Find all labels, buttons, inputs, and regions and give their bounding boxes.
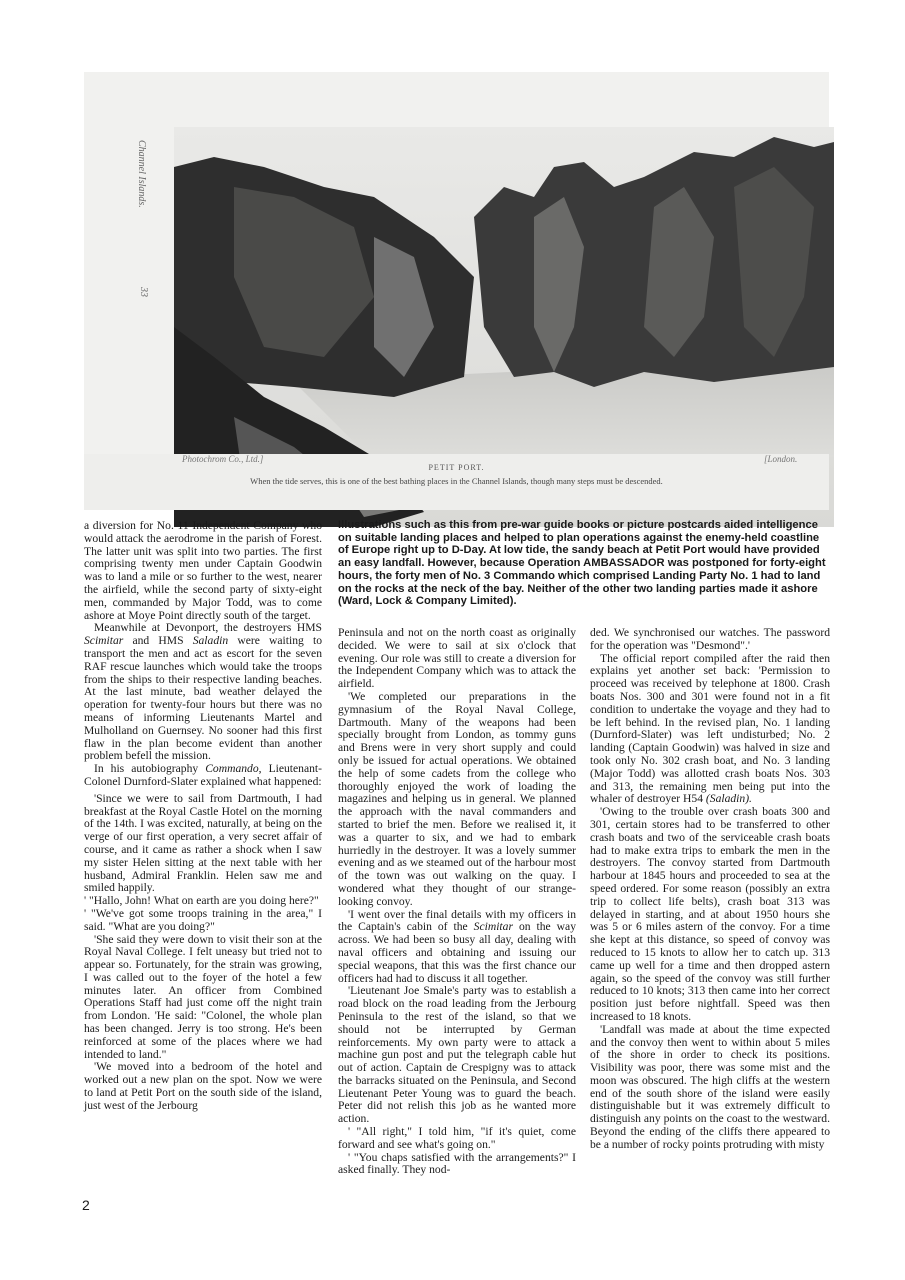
paragraph: 'I went over the final details with my officers in the Captain's cabin of the Scimitar on the way across. We had been so busy all day, dealing with naval officers and obtaining and issuing our special weapons, that this was the first chance our officers had had to discuss it all together. [338,907,576,985]
paragraph: 'Lieutenant Joe Smale's party was to establish a road block on the road leading from the Jerbourg Peninsula to the rest of the island, so that we should not be interrupted by German reinforcements. My own party were to attack a machine gun post and put the telegraph cable hut out of action. Captain de Crespigny was to attack the barracks situated on the Peninsula, and Second Lieutenant Peter Young was to guard the beach. Peter did not relish this job as he wanted more action. [338,984,576,1126]
paragraph: ' "We've got some troops training in the area," I said. "What are you doing?" [84,906,322,933]
photo-credit: Photochrom Co., Ltd.] [182,454,264,464]
petit-port-photo-frame [84,72,829,510]
paragraph: 'Landfall was made at about the time expected and the convoy then went to within about 5 miles of the shore in order to check its positions. Visibility was poor, there was some mist and the moon was obscured. The high cliffs at the western end of the south shore of the island were easily distinguishable but it was extremely difficult to distinguish any points on the coast to the westward. Beyond the ending of the cliffs there appeared to be a number of rocky points protruding with misty [590,1022,830,1151]
paragraph: a diversion for No. 11 Independent Company who would attack the aerodrome in the parish of Forest. The latter unit was split into two parties. The first comprising twenty men under Captain Goodwin was to land a mile or so further to the west, nearer the airfield, while the second party of sixty-eight men, commanded by Major Todd, was to come ashore at Moye Point directly south of the target. [84,519,322,622]
paragraph: 'We completed our preparations in the gymnasium of the Royal Naval College, Dartmouth. Many of the weapons had been specially brought from London, as tommy guns and Brens were in very short supply and could only be issued for actual operations. We obtained the help of some cadets from the college who thoroughly enjoyed the work of loading the magazines and helping us in general. We planned the approach with the naval commanders and started to brief the men. Before we realised it, it was a quarter to six, and we had to embark hurriedly in the destroyer. It was a lovely summer evening and as we steamed out of the harbour most of the town was out walking on the quay. I wondered what they thought of our strange-looking convoy. [338,689,576,908]
paragraph: 'She said they were down to visit their son at the Royal Naval College. I felt uneasy but tried not to appear so. Fortunately, for the strain was growing, I was called out to the foyer of the hotel a few minutes later. An officer from Combined Operations Staff had just come off the night train from London. 'He said: "Colonel, the whole plan has been changed. Jerry is too strong. He's been reinforced at some of the places where we had intended to land." [84,932,322,1061]
illustration-caption: Illustrations such as this from pre-war guide books or picture postcards aided intelligence on suitable landing places and helped to plan operations against the enemy-held coastline of Europe right up to D-Day. At low tide, the sandy beach at Petit Port would have provided an easy landfall. However, because Operation AMBASSADOR was postponed for forty-eight hours, the forty men of No. 3 Commando which comprised Landing Party No. 1 had to land on the rocks at the neck of the bay. Neither of the other two landing parties made it ashore (Ward, Lock & Company Limited). [338,519,826,608]
paragraph: The official report compiled after the raid then explains yet another set back: 'Permission to proceed was received by telephone at 1800. Crash boats Nos. 300 and 301 were found not in a fit condition to undertake the voyage and they had to be left behind. In the revised plan, No. 1 landing (Durnford-Slater) was left undisturbed; No. 2 landing (Captain Goodwin) was halved in size and took only No. 302 crash boat, and No. 3 landing (Major Todd) was allotted crash boats Nos. 303 and 313, the remaining men being put into the whaler of destroyer H54 (Saladin). [590,651,830,806]
paragraph: Peninsula and not on the north coast as originally decided. We were to sail at six o'clock that evening. Our role was still to create a diversion for the Independent Company which was to attack the airfield. [338,626,576,691]
paragraph: 'Since we were to sail from Dartmouth, I had breakfast at the Royal Castle Hotel on the morning of the 14th. I was excited, naturally, at being on the verge of our first operation, a very secret affair of course, and it came as rather a shock when I saw my sister Helen sitting at the next table with her husband, Admiral Franklin. Helen saw me and smiled happily. [84,791,322,895]
photo-caption-strip [84,454,829,510]
column-3 [590,627,830,1152]
column-1 [84,520,322,1113]
paragraph: ' "Hallo, John! What on earth are you doing here?" [84,894,319,908]
photo-publisher: [London. [764,454,798,464]
photo-side-number: 33 [138,287,149,297]
photo-side-label: Channel Islands. [136,140,147,208]
paragraph: ' "You chaps satisfied with the arrangements?" I asked finally. They nod- [338,1150,576,1177]
paragraph: ded. We synchronised our watches. The password for the operation was "Desmond".' [590,626,830,652]
paragraph: Meanwhile at Devonport, the destroyers HMS Scimitar and HMS Saladin were waiting to transport the men and act as escort for the seven RAF rescue launches which would take the troops from the ships to their respective landing beaches. At the last minute, bad weather delayed the operation for twenty-four hours but there was no means of informing Lieutenants Martel and Mulholland on Guernsey. No sooner had this first flaw in the plan become evident than another problem befell the mission. [84,621,322,763]
page-number: 2 [82,1197,90,1213]
paragraph: In his autobiography Commando, Lieutenant-Colonel Durnford-Slater explained what happened: [84,762,322,788]
paragraph: ' "All right," I told him, "if it's quiet, come forward and see what's going on." [338,1125,576,1151]
photo-title: PETIT PORT. [428,463,485,472]
column-2 [338,627,576,1177]
paragraph: 'We moved into a bedroom of the hotel and worked out a new plan on the spot. Now we were to land at Petit Port on the south side of the island, just west of the Jerbourg [84,1060,322,1112]
paragraph: 'Owing to the trouble over crash boats 300 and 301, certain stores had to be transferred to other crash boats and two of the serviceable crash boats had to make extra trips to embark the men in the destroyers. The convoy started from Dartmouth harbour at 1845 hours and proceeded to sea at the speed ordered. For some reason (possibly an extra trip to collect life belts), crash boat 313 was delayed in starting, and at about 1950 hours she was 5 or 6 miles astern of the convoy. For a time she kept at this distance, so speed of convoy was reduced to 15 knots to allow her to catch up. 313 came up well for a time and then dropped astern again, so the speed of the convoy was still further reduced to 10 knots; 313 then came into her correct position just before nightfall. Speed was then increased to 18 knots. [590,805,830,1023]
photo-caption: When the tide serves, this is one of the best bathing places in the Channel Islands, though many steps must be descended. [250,476,663,486]
